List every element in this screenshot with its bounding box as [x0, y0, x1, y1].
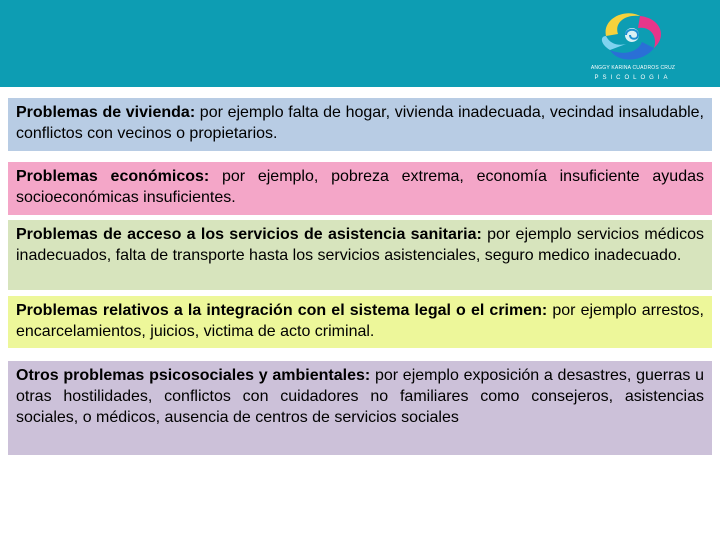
problem-text: por ejemplo exposición a desastres, guerras u otras hostilidades, conflictos con cuidadores no familiares como consejeros, asistencias sociales, o médicos, ausencia de centros de servicios sociales [16, 367, 704, 426]
logo-name: ANGGY KARINA CUADROS CRUZ [590, 65, 676, 71]
problem-title: Problemas relativos a la integración con el sistema legal o el crimen: [16, 302, 548, 319]
problem-title: Problemas de acceso a los servicios de asistencia sanitaria: [16, 226, 482, 243]
problem-title: Problemas de vivienda: [16, 104, 196, 121]
problem-text: por ejemplo falta de hogar, vivienda inadecuada, vecindad insaludable, conflictos con vecinos o propietarios. [16, 104, 704, 142]
problem-box-legal [8, 296, 712, 348]
swirl-logo-icon [596, 6, 670, 64]
problem-text: por ejemplo arrestos, encarcelamientos, juicios, victima de acto criminal. [16, 302, 705, 340]
problem-title: Otros problemas psicosociales y ambientales: [16, 367, 371, 384]
problem-text: por ejemplo servicios médicos inadecuados, falta de transporte hasta los servicios asistenciales, seguro medico inadecuado. [16, 226, 705, 264]
logo [578, 6, 688, 84]
logo-subtitle: PSICOLOGIA [594, 75, 672, 81]
problem-box-other [8, 361, 712, 455]
problem-box-housing [8, 98, 712, 151]
problem-box-health-access [8, 220, 712, 290]
problem-text: por ejemplo, pobreza extrema, economía insuficiente ayudas socioeconómicas insuficientes. [16, 168, 705, 206]
problem-title: Problemas económicos: [16, 168, 210, 185]
problem-box-economic [8, 162, 712, 215]
header-banner [0, 0, 720, 87]
